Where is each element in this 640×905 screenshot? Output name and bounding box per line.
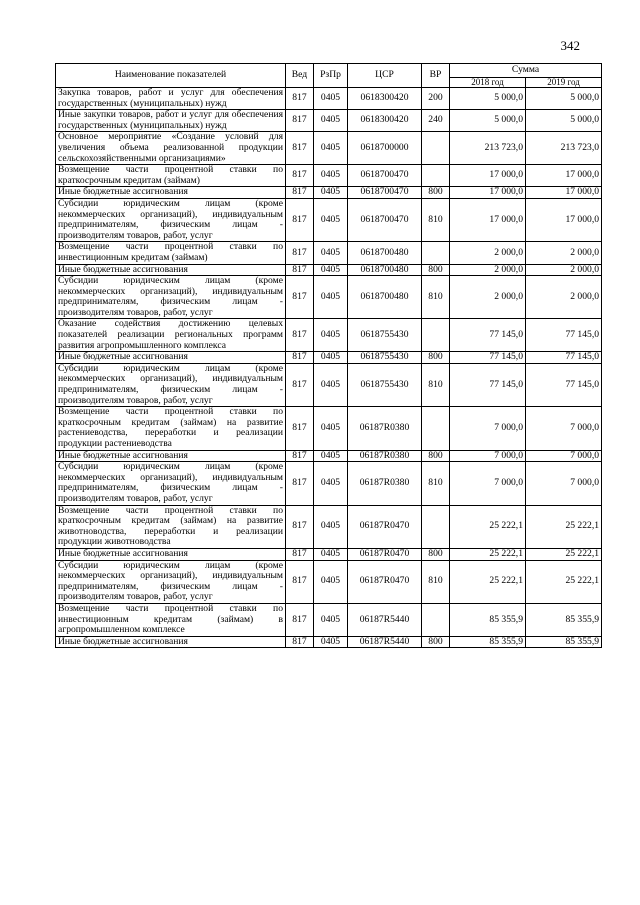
row-csr-cell: 0618700480 — [348, 264, 422, 276]
row-vr-cell: 810 — [422, 198, 450, 241]
table-row — [56, 88, 602, 110]
row-name-cell: Субсидии юридическим лицам (кроме некоммерческих организаций), индивидуальным предпринимателям, физическим лицам - производителям товаров, работ, услуг — [56, 363, 286, 406]
table-row — [56, 276, 602, 319]
row-sum-2019-cell: 5 000,0 — [526, 110, 602, 132]
row-rzpr-cell: 0405 — [314, 319, 348, 352]
row-csr-cell: 0618700480 — [348, 242, 422, 264]
row-vr-cell: 800 — [422, 352, 450, 364]
row-rzpr-cell: 0405 — [314, 276, 348, 319]
row-vr-cell: 800 — [422, 548, 450, 560]
row-rzpr-cell: 0405 — [314, 450, 348, 462]
table-row — [56, 352, 602, 364]
row-sum-2018-cell: 5 000,0 — [450, 110, 526, 132]
row-rzpr-cell: 0405 — [314, 198, 348, 241]
row-ved-cell: 817 — [286, 363, 314, 406]
row-csr-cell: 06187R0470 — [348, 560, 422, 603]
row-ved-cell: 817 — [286, 462, 314, 505]
row-sum-2018-cell: 7 000,0 — [450, 407, 526, 450]
row-sum-2019-cell: 17 000,0 — [526, 198, 602, 241]
row-ved-cell: 817 — [286, 110, 314, 132]
row-csr-cell: 0618700470 — [348, 198, 422, 241]
row-name-cell: Субсидии юридическим лицам (кроме некоммерческих организаций), индивидуальным предпринимателям, физическим лицам - производителям товаров, работ, услуг — [56, 462, 286, 505]
row-name-cell: Основное мероприятие «Создание условий для увеличения объема реализованной продукции сельскохозяйственными организациями» — [56, 132, 286, 165]
header-2019: 2019 год — [526, 78, 602, 88]
row-ved-cell: 817 — [286, 636, 314, 648]
row-ved-cell: 817 — [286, 276, 314, 319]
table-row — [56, 187, 602, 199]
table-row — [56, 165, 602, 187]
row-sum-2019-cell: 17 000,0 — [526, 187, 602, 199]
row-vr-cell: 800 — [422, 636, 450, 648]
page-number: 342 — [560, 38, 580, 53]
row-ved-cell: 817 — [286, 560, 314, 603]
row-ved-cell: 817 — [286, 407, 314, 450]
row-vr-cell — [422, 407, 450, 450]
row-sum-2018-cell: 17 000,0 — [450, 187, 526, 199]
row-sum-2019-cell: 7 000,0 — [526, 407, 602, 450]
row-vr-cell: 810 — [422, 363, 450, 406]
table-row — [56, 132, 602, 165]
row-sum-2018-cell: 5 000,0 — [450, 88, 526, 110]
row-ved-cell: 817 — [286, 264, 314, 276]
header-rzpr: РзПр — [314, 64, 348, 88]
row-sum-2018-cell: 2 000,0 — [450, 276, 526, 319]
row-csr-cell: 0618755430 — [348, 352, 422, 364]
row-sum-2019-cell: 25 222,1 — [526, 560, 602, 603]
table-row — [56, 560, 602, 603]
row-csr-cell: 0618700470 — [348, 165, 422, 187]
row-sum-2018-cell: 213 723,0 — [450, 132, 526, 165]
row-name-cell: Субсидии юридическим лицам (кроме некоммерческих организаций), индивидуальным предпринимателям, физическим лицам - производителям товаров, работ, услуг — [56, 560, 286, 603]
row-name-cell: Иные бюджетные ассигнования — [56, 636, 286, 648]
row-ved-cell: 817 — [286, 505, 314, 548]
row-csr-cell: 0618700470 — [348, 187, 422, 199]
row-sum-2018-cell: 77 145,0 — [450, 319, 526, 352]
row-vr-cell: 800 — [422, 187, 450, 199]
row-sum-2019-cell: 2 000,0 — [526, 264, 602, 276]
header-2018: 2018 год — [450, 78, 526, 88]
table-row — [56, 462, 602, 505]
row-sum-2019-cell: 7 000,0 — [526, 450, 602, 462]
row-name-cell: Возмещение части процентной ставки по краткосрочным кредитам (займам) на развитие животноводства, переработки и реализации продукции животноводства — [56, 505, 286, 548]
row-ved-cell: 817 — [286, 352, 314, 364]
row-ved-cell: 817 — [286, 88, 314, 110]
row-sum-2019-cell: 7 000,0 — [526, 462, 602, 505]
row-vr-cell: 810 — [422, 276, 450, 319]
row-name-cell: Субсидии юридическим лицам (кроме некоммерческих организаций), индивидуальным предпринимателям, физическим лицам - производителям товаров, работ, услуг — [56, 276, 286, 319]
row-vr-cell — [422, 505, 450, 548]
table-row — [56, 603, 602, 636]
row-csr-cell: 0618755430 — [348, 363, 422, 406]
row-ved-cell: 817 — [286, 548, 314, 560]
row-name-cell: Иные бюджетные ассигнования — [56, 352, 286, 364]
row-ved-cell: 817 — [286, 242, 314, 264]
row-ved-cell: 817 — [286, 450, 314, 462]
row-sum-2019-cell: 25 222,1 — [526, 548, 602, 560]
row-csr-cell: 0618300420 — [348, 110, 422, 132]
table-row — [56, 505, 602, 548]
row-sum-2018-cell: 77 145,0 — [450, 352, 526, 364]
row-ved-cell: 817 — [286, 319, 314, 352]
row-csr-cell: 06187R5440 — [348, 636, 422, 648]
row-rzpr-cell: 0405 — [314, 352, 348, 364]
row-sum-2019-cell: 77 145,0 — [526, 352, 602, 364]
table-row — [56, 450, 602, 462]
row-sum-2018-cell: 25 222,1 — [450, 505, 526, 548]
row-sum-2018-cell: 25 222,1 — [450, 548, 526, 560]
table-row — [56, 198, 602, 241]
row-sum-2019-cell: 77 145,0 — [526, 363, 602, 406]
table-row — [56, 264, 602, 276]
row-rzpr-cell: 0405 — [314, 110, 348, 132]
table-body — [56, 88, 602, 648]
table-row — [56, 363, 602, 406]
row-sum-2018-cell: 17 000,0 — [450, 165, 526, 187]
row-name-cell: Возмещение части процентной ставки по инвестиционным кредитам (займам) в агропромышленном комплексе — [56, 603, 286, 636]
row-rzpr-cell: 0405 — [314, 132, 348, 165]
row-name-cell: Иные бюджетные ассигнования — [56, 548, 286, 560]
row-name-cell: Возмещение части процентной ставки по краткосрочным кредитам (займам) на развитие растениеводства, переработки и реализации продукции растениеводства — [56, 407, 286, 450]
row-ved-cell: 817 — [286, 187, 314, 199]
row-vr-cell — [422, 132, 450, 165]
row-csr-cell: 0618700480 — [348, 276, 422, 319]
row-vr-cell: 810 — [422, 560, 450, 603]
row-name-cell: Закупка товаров, работ и услуг для обеспечения государственных (муниципальных) нужд — [56, 88, 286, 110]
row-name-cell: Иные бюджетные ассигнования — [56, 264, 286, 276]
row-sum-2018-cell: 2 000,0 — [450, 242, 526, 264]
row-sum-2019-cell: 5 000,0 — [526, 88, 602, 110]
row-sum-2019-cell: 2 000,0 — [526, 242, 602, 264]
table-row — [56, 319, 602, 352]
table-row — [56, 548, 602, 560]
row-sum-2019-cell: 77 145,0 — [526, 319, 602, 352]
row-ved-cell: 817 — [286, 165, 314, 187]
row-rzpr-cell: 0405 — [314, 242, 348, 264]
row-sum-2018-cell: 2 000,0 — [450, 264, 526, 276]
row-sum-2019-cell: 85 355,9 — [526, 603, 602, 636]
row-sum-2018-cell: 7 000,0 — [450, 462, 526, 505]
row-sum-2019-cell: 25 222,1 — [526, 505, 602, 548]
row-sum-2019-cell: 2 000,0 — [526, 276, 602, 319]
row-rzpr-cell: 0405 — [314, 363, 348, 406]
row-rzpr-cell: 0405 — [314, 88, 348, 110]
row-sum-2018-cell: 85 355,9 — [450, 636, 526, 648]
row-ved-cell: 817 — [286, 603, 314, 636]
row-rzpr-cell: 0405 — [314, 187, 348, 199]
row-rzpr-cell: 0405 — [314, 505, 348, 548]
row-rzpr-cell: 0405 — [314, 548, 348, 560]
row-name-cell: Иные бюджетные ассигнования — [56, 187, 286, 199]
row-vr-cell: 810 — [422, 462, 450, 505]
row-name-cell: Возмещение части процентной ставки по инвестиционным кредитам (займам) — [56, 242, 286, 264]
row-rzpr-cell: 0405 — [314, 603, 348, 636]
header-ved: Вед — [286, 64, 314, 88]
row-sum-2019-cell: 213 723,0 — [526, 132, 602, 165]
header-vr: ВР — [422, 64, 450, 88]
header-sum: Сумма — [450, 64, 602, 78]
row-vr-cell: 800 — [422, 264, 450, 276]
row-csr-cell: 06187R0470 — [348, 505, 422, 548]
row-rzpr-cell: 0405 — [314, 165, 348, 187]
row-sum-2019-cell: 17 000,0 — [526, 165, 602, 187]
row-sum-2019-cell: 85 355,9 — [526, 636, 602, 648]
row-vr-cell — [422, 603, 450, 636]
table-row — [56, 636, 602, 648]
row-name-cell: Возмещение части процентной ставки по краткосрочным кредитам (займам) — [56, 165, 286, 187]
row-name-cell: Субсидии юридическим лицам (кроме некоммерческих организаций), индивидуальным предпринимателям, физическим лицам - производителям товаров, работ, услуг — [56, 198, 286, 241]
row-csr-cell: 06187R0380 — [348, 450, 422, 462]
row-rzpr-cell: 0405 — [314, 462, 348, 505]
header-name: Наименование показателей — [56, 64, 286, 88]
row-name-cell: Оказание содействия достижению целевых показателей реализации региональных программ развития агропромышленного комплекса — [56, 319, 286, 352]
row-vr-cell — [422, 242, 450, 264]
row-vr-cell — [422, 165, 450, 187]
row-csr-cell: 0618755430 — [348, 319, 422, 352]
row-csr-cell: 0618300420 — [348, 88, 422, 110]
row-csr-cell: 06187R0380 — [348, 462, 422, 505]
row-name-cell: Иные бюджетные ассигнования — [56, 450, 286, 462]
row-rzpr-cell: 0405 — [314, 264, 348, 276]
row-vr-cell: 240 — [422, 110, 450, 132]
row-rzpr-cell: 0405 — [314, 560, 348, 603]
row-ved-cell: 817 — [286, 198, 314, 241]
row-sum-2018-cell: 7 000,0 — [450, 450, 526, 462]
table-row — [56, 407, 602, 450]
row-csr-cell: 06187R0380 — [348, 407, 422, 450]
budget-table — [55, 63, 602, 648]
row-csr-cell: 0618700000 — [348, 132, 422, 165]
row-sum-2018-cell: 85 355,9 — [450, 603, 526, 636]
row-name-cell: Иные закупки товаров, работ и услуг для обеспечения государственных (муниципальных) нужд — [56, 110, 286, 132]
table-row — [56, 110, 602, 132]
row-vr-cell — [422, 319, 450, 352]
row-csr-cell: 06187R0470 — [348, 548, 422, 560]
row-csr-cell: 06187R5440 — [348, 603, 422, 636]
row-sum-2018-cell: 25 222,1 — [450, 560, 526, 603]
row-sum-2018-cell: 77 145,0 — [450, 363, 526, 406]
header-csr: ЦСР — [348, 64, 422, 88]
row-vr-cell: 800 — [422, 450, 450, 462]
row-rzpr-cell: 0405 — [314, 407, 348, 450]
row-ved-cell: 817 — [286, 132, 314, 165]
row-vr-cell: 200 — [422, 88, 450, 110]
table-row — [56, 242, 602, 264]
row-rzpr-cell: 0405 — [314, 636, 348, 648]
row-sum-2018-cell: 17 000,0 — [450, 198, 526, 241]
